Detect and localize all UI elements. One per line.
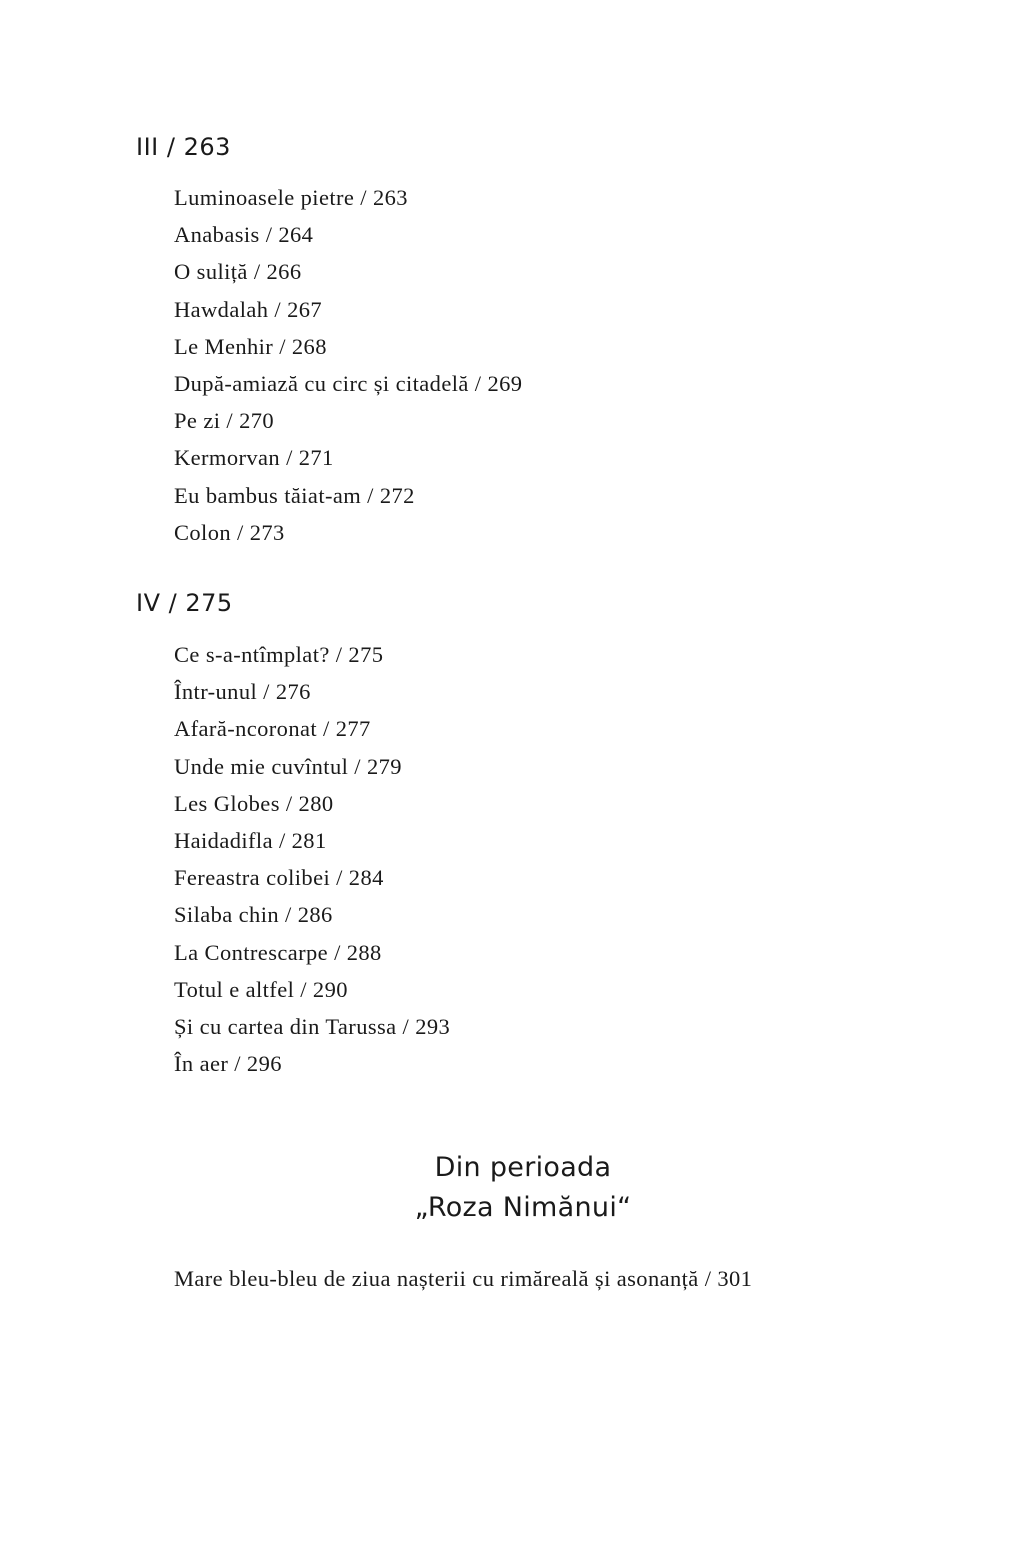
- toc-entry: Totul e altfel / 290: [174, 976, 348, 1002]
- part-title-line-1: Din perioada: [434, 1152, 612, 1183]
- part-title-line-2: „Roza Nimănui“: [414, 1192, 632, 1223]
- toc-entry: La Contrescarpe / 288: [174, 939, 382, 965]
- toc-entry: Pe zi / 270: [174, 408, 275, 434]
- toc-entry: Afară-ncoronat / 277: [174, 716, 371, 742]
- toc-entry: Colon / 273: [174, 519, 285, 545]
- section-heading-iii: III / 263: [136, 133, 231, 161]
- toc-entry: Ce s-a-ntîmplat? / 275: [174, 642, 384, 667]
- toc-entry: Silaba chin / 286: [174, 902, 333, 928]
- toc-entry: Și cu cartea din Tarussa / 293: [174, 1013, 451, 1039]
- toc-entry: Eu bambus tăiat-am / 272: [174, 482, 415, 508]
- toc-entry: Mare bleu-bleu de ziua nașterii cu rimăreală și asonanță / 301: [174, 1266, 753, 1291]
- toc-entry: Luminoasele pietre / 263: [174, 185, 408, 210]
- toc-entry: După-amiază cu circ și citadelă / 269: [174, 370, 523, 396]
- toc-entry: Fereastra colibei / 284: [174, 865, 384, 891]
- section-heading-iv: IV / 275: [136, 589, 233, 617]
- toc-entry: Le Menhir / 268: [174, 333, 327, 359]
- toc-entry: Anabasis / 264: [174, 222, 314, 248]
- toc-entry: Les Globes / 280: [174, 790, 334, 816]
- toc-entry: Hawdalah / 267: [174, 296, 323, 322]
- toc-entry: Kermorvan / 271: [174, 445, 334, 471]
- toc-list-part: [174, 1260, 752, 1297]
- part-title: [0, 1148, 1024, 1228]
- toc-entry: O suliță / 266: [174, 259, 302, 285]
- toc-entry: Haidadifla / 281: [174, 827, 327, 853]
- toc-list-iii: [174, 179, 522, 551]
- toc-entry: În aer / 296: [174, 1051, 282, 1077]
- toc-entry: Unde mie cuvîntul / 279: [174, 753, 402, 779]
- toc-list-iv: [174, 636, 450, 1082]
- toc-entry: Într-unul / 276: [174, 679, 311, 705]
